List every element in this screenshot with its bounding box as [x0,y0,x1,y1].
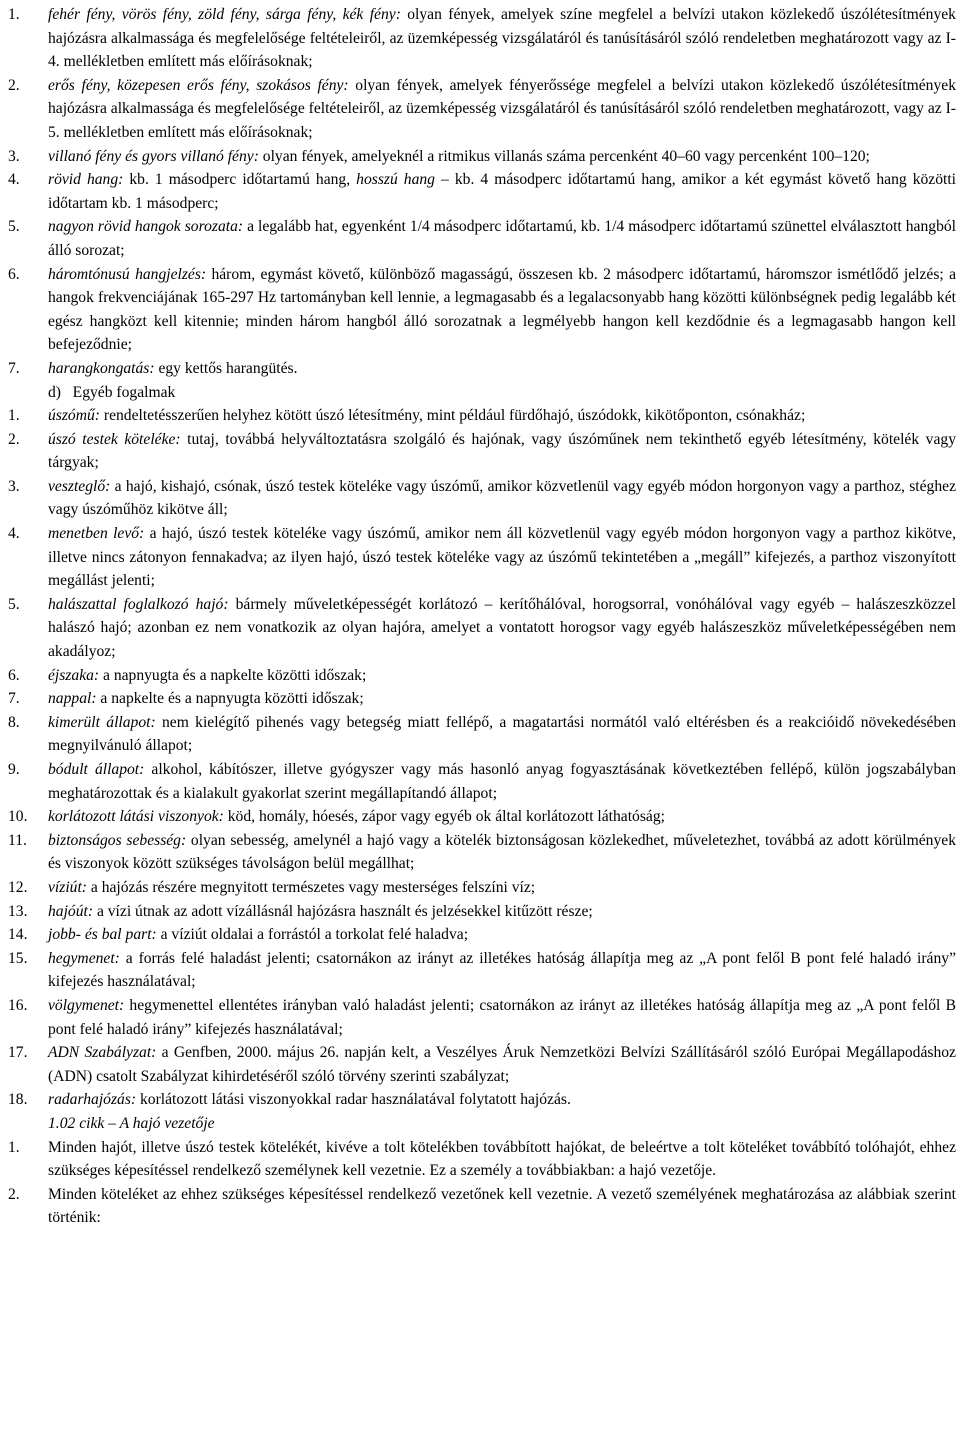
list-item [8,876,956,900]
list-item [8,3,956,74]
defined-term: bódult állapot: [48,761,145,778]
definition-text: olyan fények, amelyek fényerőssége megfelel a belvízi utakon közlekedő úszólétesítmények hajózásra alkalmassága és megfelelősége feltételeiről, az üzemképesség vizsgálatáról és tanúsításáról szóló rendeletben meghatározott, vagy az I-5. mellékletben említett más előírásoknak; [48,76,956,141]
definition-text: a hajó, úszó testek köteléke vagy úszómű, amikor nem áll közvetlenül vagy egyéb módon horgonyon vagy a parthoz kikötve, illetve nincs zátonyon fennakadva; az ilyen hajó, úszó testek köteléke vagy az úszómű tekintetében a „megáll” kifejezés, a parthoz viszonyított megállást jelenti; [48,525,957,590]
definition-text: tutaj, továbbá helyváltoztatásra szolgáló és hajónak, vagy úszóműnek nem tekinthető egyéb létesítmény, kötelék vagy tárgyak; [48,430,956,472]
item-number: 2. [8,1185,20,1203]
list-item [8,1136,956,1183]
definition-text: bármely műveletképességét korlátozó – kerítőhálóval, horogsorral, vonóhálóval vagy egyéb – halászeszközzel halászó hajó; azonban ez nem vonatkozik az olyan hajóra, amelyet a vontatott horogsor vagy egyéb halászeszköz műveletképességében nem akadályoz; [48,595,956,661]
defined-term: halászattal foglalkozó hajó: [48,595,229,613]
item-text [48,168,956,215]
list-item [8,74,956,145]
item-text [48,404,956,428]
item-text [48,1136,956,1183]
item-number: 17. [8,1044,28,1062]
item-number: 5. [8,218,20,236]
definition-text: a hajózás részére megnyitott természetes vagy mesterséges felszíni víz; [86,878,536,896]
item-number: 18. [8,1091,28,1109]
item-text [48,805,956,829]
definition-text: alkohol, kábítószer, illetve gyógyszer vagy más hasonló anyag fogyasztásának következtében fellépő, külön jogszabályban meghatározottak és a kialakult gyakorlat szerint megállapítandó állapot; [48,761,956,802]
list-item [8,1088,956,1112]
definition-text: Minden köteléket az ehhez szükséges képesítéssel rendelkező vezetőnek kell vezetnie. A vezető személyének meghatározása az alábbiak szerint történik: [48,1185,956,1227]
item-number: 9. [8,761,20,778]
item-text [48,947,956,994]
defined-term: nappal: [48,690,97,708]
list-item [8,357,956,381]
definition-text: korlátozott látási viszonyokkal radar használatával folytatott hajózás. [136,1091,571,1109]
definition-text: a víziút oldalai a forrástól a torkolat felé haladva; [156,926,469,944]
defined-term: rövid hang: [48,171,124,189]
item-number: 6. [8,666,20,684]
defined-term: veszteglő: [48,477,111,495]
item-text [48,687,956,711]
defined-term: hegymenet: [48,949,120,967]
list-item [8,711,956,758]
item-text [48,593,956,664]
defined-term: háromtónusú hangjelzés: [48,265,207,283]
definition-text: kb. 4 másodperc időtartamú hang, amikor a két egymást követő hang közötti időtartam kb. 1 másodperc; [48,171,957,212]
defined-term: völgymenet: [48,996,125,1014]
definition-text: olyan fények, amelyeknél a ritmikus villanás száma percenként 40–60 vagy percenként 100–120; [258,147,870,165]
definition-text: köd, homály, hóesés, zápor vagy egyéb ok által korlátozott láthatóság; [223,808,665,826]
item-text [48,664,956,688]
definition-text: nem kielégítő pihenés vagy betegség miatt fellépő, a magatartási normától való eltérésben és a reakcióidő növekedésében megnyilvánuló állapot; [48,713,956,755]
item-number: 16. [8,996,28,1014]
definition-text: három, egymást követő, különböző magasságú, összesen kb. 2 másodperc időtartamú, háromszor ismétlődő jelzés; a hangok frekvenciájának 165-297 Hz tartományban kell lennie, a legmagasabb és a legalacsonyabb hang közötti különbségnek pedig legalább két egész hangközt kell kitennie; minden három hangból álló sorozatnak a legmélyebb hangon kell kezdődnie és a legmagasabb hangon kell befejeződnie; [48,265,957,354]
definition-text: olyan fények, amelyek színe megfelel a belvízi utakon közlekedő úszólétesítmények hajózásra alkalmassága és megfelelősége feltételeiről, az üzemképesség vizsgálatáról és tanúsításáról szóló rendeletben meghatározott vagy az I-4. mellékletben említett más előírásoknak; [48,6,956,71]
defined-term: hosszú hang [356,171,435,189]
item-number: 14. [8,926,28,944]
list-item [8,593,956,664]
item-text [48,758,956,805]
list-item [8,829,956,876]
list-item [8,1183,956,1230]
defined-term: kimerült állapot: [48,713,156,731]
item-number: 13. [8,902,28,920]
item-number: 7. [8,359,20,377]
item-number: 1. [8,1138,20,1156]
defined-term: víziút: [48,878,87,896]
list-item [8,428,956,475]
list-item [8,263,956,357]
definition-text: Minden hajót, illetve úszó testek kötelékét, kivéve a tolt kötelékben továbbított hajókat, de beleértve a tolt köteléket továbbító tolóhajót, ehhez szükséges képesítéssel rendelkező személynek kell vezetnie. Ez a személy a továbbiakban: a hajó vezetője. [48,1138,956,1180]
list-item [8,947,956,994]
item-number: 7. [8,690,20,708]
item-number: 4. [8,525,20,543]
item-text [48,74,956,145]
list-item [8,805,956,829]
item-text [48,522,956,593]
definition-text: egy kettős harangütés. [154,359,298,377]
list-item [8,215,956,262]
item-number: 4. [8,171,20,189]
list-item [8,522,956,593]
defined-term: – [434,171,455,189]
item-text [48,357,956,381]
defined-term: harangkongatás: [48,359,155,377]
item-number: 15. [8,949,28,967]
item-text [48,1183,956,1230]
list-item [8,923,956,947]
item-text [48,215,956,262]
definition-text: a napnyugta és a napkelte közötti időszak; [99,666,367,684]
list-item [8,1041,956,1088]
definition-text: a vízi útnak az adott vízállásnál hajózásra használt és jelzésekkel kitűzött része; [93,902,593,920]
item-number: 5. [8,595,20,613]
item-number: 10. [8,808,28,826]
list-item [8,758,956,805]
definition-text: a forrás felé haladást jelenti; csatornákon az irányt az illetékes hatóság állapítja meg az „A pont felől B pont felé haladó irány” kifejezés használatával; [48,949,956,991]
item-text [48,1041,956,1088]
definition-text: a hajó, kishajó, csónak, úszó testek köteléke vagy úszómű, amikor közvetlenül vagy egyéb módon horgonyon vagy a parthoz, stéghez vagy úszóműhöz kikötve áll; [48,477,956,519]
item-text [48,994,956,1041]
item-number: 2. [8,76,20,94]
defined-term: jobb- és bal part: [48,926,157,944]
item-text [48,475,956,522]
definition-text: a napkelte és a napnyugta közötti időszak; [96,690,364,708]
item-text [48,263,956,357]
item-number: 1. [8,407,20,425]
definition-text: hegymenettel ellentétes irányban való haladást jelenti; csatornákon az irányt az illetékes hatóság állapítja meg az „A pont felől B pont felé haladó irány” kifejezés használatával; [48,996,956,1038]
item-text [48,876,956,900]
defined-term: ADN Szabályzat: [48,1044,157,1062]
defined-term: hajóút: [48,902,94,920]
definition-text: a legalább hat, egyenként 1/4 másodperc időtartamú, kb. 1/4 másodperc időtartamú szünettel elválasztott hangból álló sorozat; [48,218,956,259]
item-text [48,829,956,876]
item-number: 11. [8,831,27,849]
item-number: 1. [8,6,20,23]
list-item [8,664,956,688]
item-number: 3. [8,477,20,495]
defined-term: menetben levő: [48,525,145,543]
item-text [48,711,956,758]
list-item [8,900,956,924]
item-number: 2. [8,430,20,448]
defined-term: úszó testek köteléke: [48,430,181,448]
item-number: 3. [8,147,20,165]
list-item [8,475,956,522]
item-number: 6. [8,265,20,283]
defined-term: radarhajózás: [48,1091,137,1109]
list-item [8,404,956,428]
defined-term: korlátozott látási viszonyok: [48,808,224,826]
defined-term: nagyon rövid hangok sorozata: [48,218,244,236]
defined-term: erős fény, közepesen erős fény, szokásos fény: [48,76,349,94]
definition-text: olyan sebesség, amelynél a hajó vagy a kötelék biztonságosan közlekedhet, műveletezhet, továbbá az adott körülmények és viszonyok között szükséges távolságon belül megállhat; [48,831,956,873]
list-item [8,994,956,1041]
defined-term: villanó fény és gyors villanó fény: [48,147,259,165]
definition-text: a Genfben, 2000. május 26. napján kelt, a Veszélyes Áruk Nemzetközi Belvízi Szállításáról szóló Európai Megállapodáshoz (ADN) csatolt Szabályzat kihirdetéséről szóló törvény szerinti szabályzat; [48,1044,956,1085]
item-text [48,923,956,947]
item-number: 12. [8,878,28,896]
section-heading: d) Egyéb fogalmak [48,383,176,401]
defined-term: úszómű: [48,407,100,425]
list-item [8,168,956,215]
list-item [8,145,956,169]
article-heading: 1.02 cikk – A hajó vezetője [48,1114,215,1132]
defined-term: fehér fény, vörös fény, zöld fény, sárga fény, kék fény: [48,6,401,23]
item-text [48,428,956,475]
item-text [48,900,956,924]
item-text [48,3,956,74]
definition-text: kb. 1 másodperc időtartamú hang, [123,171,357,189]
list-item [8,687,956,711]
item-number: 8. [8,713,20,731]
defined-term: biztonságos sebesség: [48,831,187,849]
defined-term: éjszaka: [48,666,100,684]
item-text [48,1088,956,1112]
item-text [48,145,956,169]
definition-text: rendeltetésszerűen helyhez kötött úszó létesítmény, mint például fürdőhajó, úszódokk, kikötőponton, csónakház; [99,407,806,425]
